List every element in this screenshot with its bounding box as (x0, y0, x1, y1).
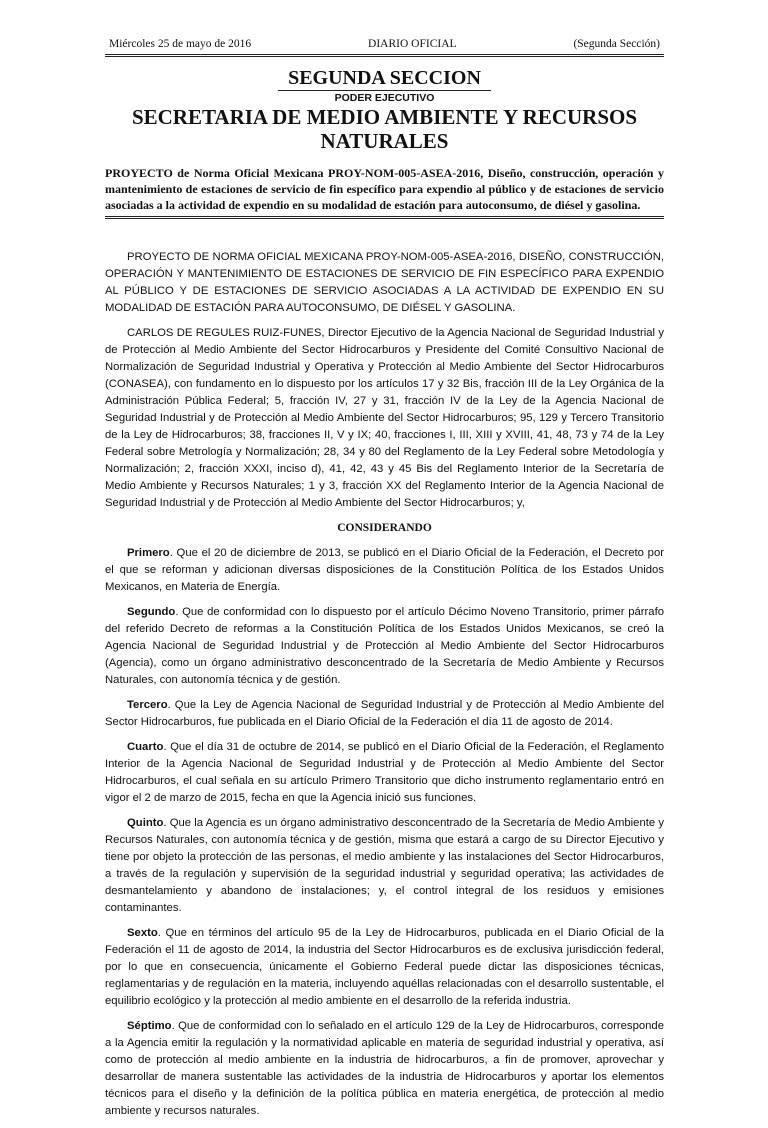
considerando-paragraph (105, 739, 664, 807)
paragraph-lead: Segundo (127, 606, 176, 618)
paragraph-text: . Que la Ley de Agencia Nacional de Seguridad Industrial y de Protección al Medio Ambiente del Sector Hidrocarburos, fue publicada en el Diario Oficial de la Federación el día 11 de agosto de 2014. (105, 699, 664, 728)
considerando-paragraph (105, 545, 664, 596)
considerando-paragraph (105, 925, 664, 1010)
intro-paragraph: PROYECTO DE NORMA OFICIAL MEXICANA PROY-NOM-005-ASEA-2016, DISEÑO, CONSTRUCCIÓN, OPERACIÓN Y MANTENIMIENTO DE ESTACIONES DE SERVICIO DE FIN ESPECÍFICO PARA EXPENDIO AL PÚBLICO Y DE ESTACIONES DE SERVICIO ASOCIADAS A LA ACTIVIDAD DE EXPENDIO EN SU MODALIDAD DE ESTACIÓN PARA AUTOCONSUMO, DE DIÉSEL Y GASOLINA. (105, 251, 664, 314)
document-body (105, 249, 664, 1120)
paragraph-text: . Que la Agencia es un órgano administrativo desconcentrado de la Secretaría de Medio Ambiente y Recursos Naturales, con autonomía técnica y de gestión, misma que estará a cargo de su Director Ejecutivo y tiene por objeto la protección de las personas, el medio ambiente y las instalaciones del Sector Hidrocarburos, a través de la regulación y supervisión de la seguridad industrial y seguridad operativa; las actividades de desmantelamiento y abandono de instalaciones; y, el control integral de los residuos y emisiones contaminantes. (105, 817, 664, 914)
considerando-paragraph (105, 1018, 664, 1120)
header-section: (Segunda Sección) (573, 38, 660, 50)
considerando-heading: CONSIDERANDO (337, 522, 432, 534)
considerando-paragraph (105, 697, 664, 731)
branch-title: PODER EJECUTIVO (334, 92, 435, 104)
paragraph-lead: Quinto (127, 817, 164, 829)
considerando-paragraph (105, 815, 664, 917)
paragraph-lead: Primero (127, 547, 170, 559)
paragraph-text: . Que de conformidad con lo dispuesto por el artículo Décimo Noveno Transitorio, primer párrafo del referido Decreto de reformas a la Constitución Política de los Estados Unidos Mexicanos, se creó la Agencia Nacional de Seguridad Industrial y de Protección al Medio Ambiente del Sector Hidrocarburos (Agencia), como un órgano administrativo desconcentrado de la Secretaría de Medio Ambiente y Recursos Naturales, con autonomía técnica y de gestión. (105, 606, 664, 686)
paragraph-lead: Tercero (127, 699, 168, 711)
paragraph-text: . Que el 20 de diciembre de 2013, se publicó en el Diario Oficial de la Federación, el Decreto por el que se reforman y adicionan diversas disposiciones de la Constitución Política de los Estados Unidos Mexicanos, en Materia de Energía. (105, 547, 664, 593)
preamble-paragraph: CARLOS DE REGULES RUIZ-FUNES, Director Ejecutivo de la Agencia Nacional de Seguridad Industrial y de Protección al Medio Ambiente del Sector Hidrocarburos y Presidente del Comité Consultivo Nacional de Normalización de Seguridad Industrial y Operativa y Protección al Medio Ambiente del Sector Hidrocarburos (CONASEA), con fundamento en lo dispuesto por los artículos 17 y 32 Bis, fracción III de la Ley Orgánica de la Administración Pública Federal; 5, fracción IV, 27 y 31, fracción IV de la Ley de la Agencia Nacional de Seguridad Industrial y de Protección al Medio Ambiente del Sector Hidrocarburos; 95, 129 y Tercero Transitorio de la Ley de Hidrocarburos; 38, fracciones II, V y IX; 40, fracciones I, III, XIII y XVIII, 41, 48, 73 y 74 de la Ley Federal sobre Metrología y Normalización; 28, 34 y 80 del Reglamento de la Ley Federal sobre Metodología y Normalización; 2, fracción XXXI, inciso d), 41, 42, 43 y 45 Bis del Reglamento Interior de la Secretaría de Medio Ambiente y Recursos Naturales; 1 y 3, fracción XX del Reglamento Interior de la Agencia Nacional de Seguridad Industrial y de Protección al Medio Ambiente del Sector Hidrocarburos; y, (105, 327, 664, 509)
document-page (105, 38, 664, 1128)
header-date: Miércoles 25 de mayo de 2016 (109, 38, 252, 50)
considerando-paragraph (105, 604, 664, 689)
paragraph-text: . Que de conformidad con lo señalado en el artículo 129 de la Ley de Hidrocarburos, corresponde a la Agencia emitir la regulación y la normatividad aplicable en materia de seguridad industrial y operativa, así como de protección al medio ambiente en la industria de hidrocarburos, a fin de promover, aprovechar y desarrollar de manera sustentable las actividades de la industria de Hidrocarburos y aportar los elementos técnicos para el diseño y la definición de la política pública en materia energética, de protección al medio ambiente y recursos naturales. (105, 1020, 664, 1117)
document-summary: PROYECTO de Norma Oficial Mexicana PROY-NOM-005-ASEA-2016, Diseño, construcción, operación y mantenimiento de estaciones de servicio de fin específico para expendio al público y de estaciones de servicio asociadas a la actividad de expendio en su modalidad de estación para autoconsumo, de diésel y gasolina. (105, 165, 664, 219)
running-header (105, 38, 664, 57)
header-publication: DIARIO OFICIAL (368, 38, 457, 50)
paragraph-lead: Sexto (127, 927, 158, 939)
paragraph-text: . Que el día 31 de octubre de 2014, se publicó en el Diario Oficial de la Federación, el Reglamento Interior de la Agencia Nacional de Seguridad Industrial y de Protección al Medio Ambiente del Sector Hidrocarburos, el cual señala en su artículo Primero Transitorio que dicho instrumento reglamentario entró en vigor el 2 de marzo de 2015, fecha en que la Agencia inició sus funciones. (105, 741, 664, 804)
paragraph-text: . Que en términos del artículo 95 de la Ley de Hidrocarburos, publicada en el Diario Oficial de la Federación el 11 de agosto de 2014, la industria del Sector Hidrocarburos es de exclusiva jurisdicción federal, por lo que en consecuencia, únicamente el Gobierno Federal puede dictar las disposiciones técnicas, reglamentarias y de regulación en la materia, incluyendo aquéllas relacionadas con el desarrollo sustentable, el equilibrio ecológico y la protección al medio ambiente en el desarrollo de la referida industria. (105, 927, 664, 1007)
section-title: SEGUNDA SECCION (278, 67, 491, 91)
ministry-title: SECRETARIA DE MEDIO AMBIENTE Y RECURSOS NATURALES (131, 105, 638, 153)
paragraph-lead: Cuarto (127, 741, 164, 753)
paragraph-lead: Séptimo (127, 1020, 172, 1032)
